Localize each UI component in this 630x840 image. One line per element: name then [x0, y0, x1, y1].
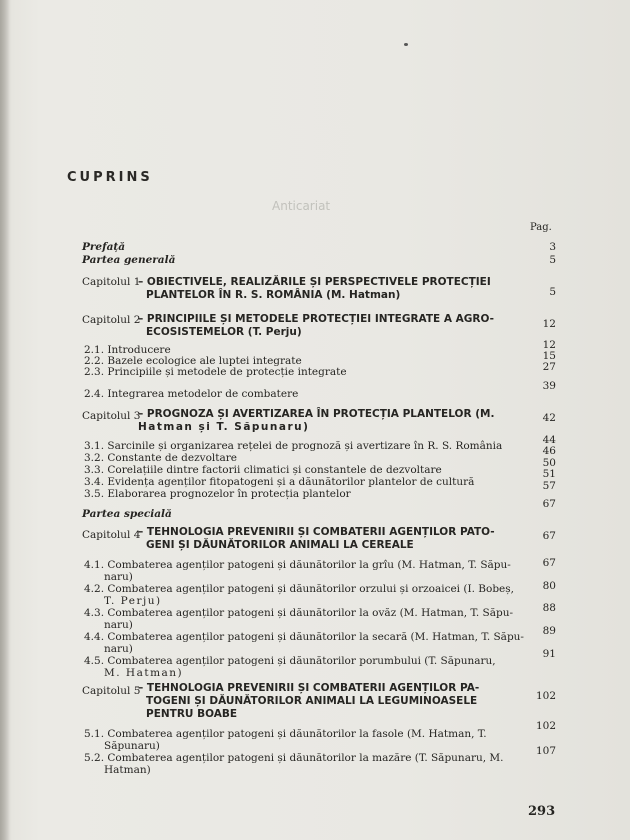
toc-page: 107: [535, 745, 556, 757]
spine-shadow: [0, 0, 10, 840]
toc-page: 5: [549, 254, 556, 266]
toc-entry: 2.2. Bazele ecologice ale luptei integrate: [84, 355, 302, 367]
page-title: CUPRINS: [67, 170, 153, 185]
toc-page: 88: [542, 602, 556, 614]
toc-page: 12: [542, 339, 556, 351]
toc-page: 67: [542, 530, 556, 542]
toc-entry: 3.3. Corelațiile dintre factorii climatici și constantele de dezvoltare: [84, 464, 442, 476]
chapter-5-title-line1: – TEHNOLOGIA PREVENIRII ȘI COMBATERII AGENȚILOR PA-: [138, 682, 480, 694]
toc-entry: 3.2. Constante de dezvoltare: [84, 452, 237, 464]
toc-page: 12: [542, 318, 556, 330]
toc-page: 44: [542, 434, 556, 446]
toc-page: 42: [542, 412, 556, 424]
toc-entry-cont: naru): [104, 643, 133, 655]
chapter-4-label: Capitolul 4: [82, 529, 141, 541]
watermark: Anticariat: [272, 199, 331, 213]
chapter-5-label: Capitolul 5: [82, 685, 141, 697]
toc-page: 67: [542, 498, 556, 510]
chapter-3-title-line1: – PROGNOZA ȘI AVERTIZAREA ÎN PROTECȚIA PLANTELOR (M.: [138, 408, 495, 420]
toc-entry-cont: naru): [104, 619, 133, 631]
print-speck: [404, 43, 408, 46]
toc-entry: 2.3. Principiile și metodele de protecție integrate: [84, 366, 347, 378]
chapter-1-title-line1: – OBIECTIVELE, REALIZĂRILE ȘI PERSPECTIVELE PROTECȚIEI: [138, 276, 491, 288]
chapter-4-title-line2: GENI ȘI DĂUNĂTORILOR ANIMALI LA CEREALE: [146, 539, 414, 551]
toc-entry: 4.3. Combaterea agenților patogeni și dăunătorilor la ovăz (M. Hatman, T. Săpu-: [84, 607, 513, 619]
toc-entry-partea-generala: Partea generală: [82, 254, 176, 266]
toc-entry-cont: T. Perju): [104, 595, 162, 607]
page-number: 293: [528, 804, 556, 819]
chapter-2-label: Capitolul 2: [82, 314, 141, 326]
chapter-3-title-line2: Hatman și T. Săpunaru): [138, 421, 310, 433]
toc-entry: 5.2. Combaterea agenților patogeni și dăunătorilor la mazăre (T. Săpunaru, M.: [84, 752, 504, 764]
toc-entry: 3.1. Sarcinile și organizarea rețelei de prognoză și avertizare în R. S. România: [84, 440, 503, 452]
toc-page: 89: [542, 625, 556, 637]
toc-page: 57: [542, 480, 556, 492]
chapter-1-title-line2: PLANTELOR ÎN R. S. ROMÂNIA (M. Hatman): [146, 289, 401, 301]
toc-page: 3: [549, 241, 556, 253]
toc-page: 50: [542, 457, 556, 469]
toc-entry: 3.4. Evidența agenților fitopatogeni și a dăunătorilor plantelor de cultură: [84, 476, 475, 488]
toc-page: 39: [542, 380, 556, 392]
toc-page: 15: [542, 350, 556, 362]
toc-entry-cont: Săpunaru): [104, 740, 160, 752]
chapter-2-title-line2: ECOSISTEMELOR (T. Perju): [146, 326, 302, 338]
toc-entry: 4.5. Combaterea agenților patogeni și dăunătorilor porumbului (T. Săpunaru,: [84, 655, 496, 667]
chapter-4-title-line1: – TEHNOLOGIA PREVENIRII ȘI COMBATERII AGENȚILOR PATO-: [138, 526, 495, 538]
toc-page: 27: [542, 361, 556, 373]
toc-page: 67: [542, 557, 556, 569]
toc-entry-partea-speciala: Partea specială: [82, 508, 172, 520]
chapter-5-title-line3: PENTRU BOABE: [146, 708, 238, 720]
pag-label: Pag.: [530, 222, 552, 233]
toc-entry: 3.5. Elaborarea prognozelor în protecția plantelor: [84, 488, 351, 500]
toc-entry: 4.2. Combaterea agenților patogeni și dăunătorilor orzului și orzoaicei (I. Bobeș,: [84, 583, 514, 595]
toc-page: 102: [535, 690, 556, 702]
toc-entry-prefata: Prefață: [82, 241, 126, 253]
chapter-3-label: Capitolul 3: [82, 410, 141, 422]
toc-entry: 2.4. Integrarea metodelor de combatere: [84, 388, 299, 400]
toc-entry: 2.1. Introducere: [84, 344, 171, 356]
toc-page: 5: [549, 286, 556, 298]
toc-entry: 4.1. Combaterea agenților patogeni și dăunătorilor la grîu (M. Hatman, T. Săpu-: [84, 559, 511, 571]
toc-entry-cont: Hatman): [104, 764, 151, 776]
toc-page: 46: [542, 445, 556, 457]
chapter-5-title-line2: TOGENI ȘI DĂUNĂTORILOR ANIMALI LA LEGUMINOASELE: [146, 695, 478, 707]
toc-page: 102: [535, 720, 556, 732]
toc-entry: 5.1. Combaterea agenților patogeni și dăunătorilor la fasole (M. Hatman, T.: [84, 728, 487, 740]
toc-page: 51: [542, 468, 556, 480]
toc-entry-cont: naru): [104, 571, 133, 583]
toc-page: 91: [542, 648, 556, 660]
toc-page: 80: [542, 580, 556, 592]
toc-entry-cont: M. Hatman): [104, 667, 184, 679]
chapter-2-title-line1: – PRINCIPIILE ȘI METODELE PROTECȚIEI INTEGRATE A AGRO-: [138, 313, 494, 325]
toc-entry: 4.4. Combaterea agenților patogeni și dăunătorilor la secară (M. Hatman, T. Săpu-: [84, 631, 524, 643]
chapter-1-label: Capitolul 1: [82, 276, 141, 288]
